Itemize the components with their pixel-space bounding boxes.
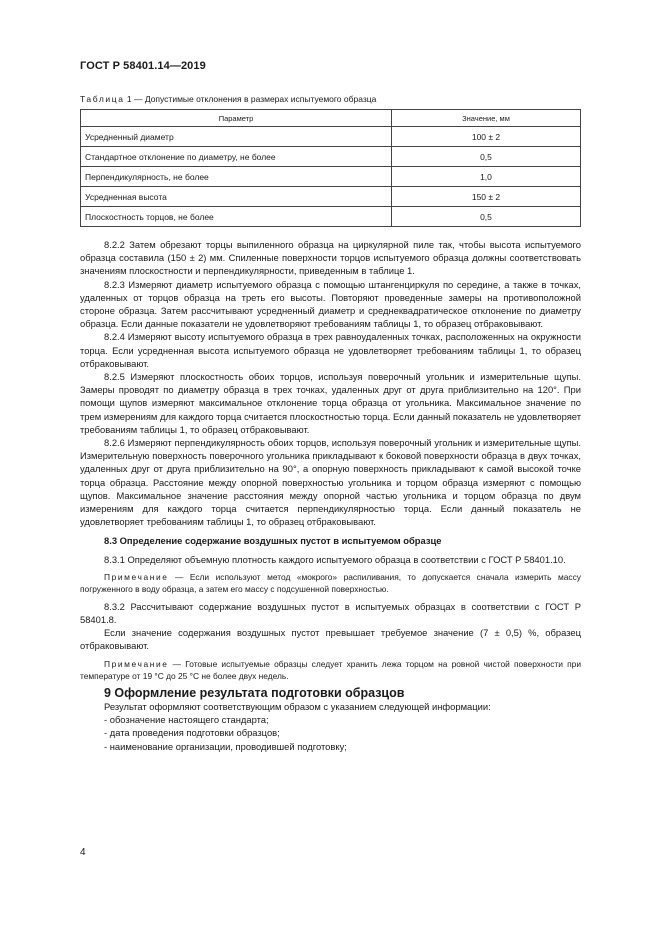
standard-number-header: ГОСТ Р 58401.14—2019 <box>80 60 206 72</box>
table-header-value: Значение, мм <box>392 110 581 127</box>
table-row <box>81 127 581 147</box>
page-number: 4 <box>80 847 86 858</box>
paragraph-8-2-2: 8.2.2 Затем обрезают торцы выпиленного образца на циркулярной пиле так, чтобы высота испытуемого образца составила (150 ± 2) мм. Спиленные поверхности торцов испытуемого образца должны соответствовать значениям плоскостности и перпендикулярности, приведенным в таблице 1. <box>80 239 581 277</box>
section-heading-9: 9 Оформление результата подготовки образцов <box>104 685 405 700</box>
table-cell-parameter: Усредненный диаметр <box>81 127 392 147</box>
note-text: — Готовые испытуемые образцы следует хранить лежа торцом на ровной чистой поверхности при температуре от 19 °С до 25 °С не более двух недель. <box>80 658 581 681</box>
table-cell-value: 0,5 <box>392 207 581 227</box>
list-item: - дата проведения подготовки образцов; <box>104 727 280 739</box>
paragraph-8-3-2-reject: Если значение содержания воздушных пустот превышает требуемое значение (7 ± 0,5) %, образец отбраковывают. <box>80 627 581 652</box>
paragraph-8-3-2: 8.3.2 Рассчитывают содержание воздушных пустот в испытуемых образцах в соответствии с ГОСТ Р 58401.8. <box>80 600 581 626</box>
note-1 <box>80 571 581 595</box>
table-header-parameter: Параметр <box>81 110 392 127</box>
note-label: Примечание <box>104 571 169 582</box>
table-cell-parameter: Усредненная высота <box>81 187 392 207</box>
note-label: Примечание <box>104 658 169 669</box>
table-cell-parameter: Перпендикулярность, не более <box>81 167 392 187</box>
list-item: - обозначение настоящего стандарта; <box>104 714 269 726</box>
table-cell-value: 1,0 <box>392 167 581 187</box>
table-cell-value: 0,5 <box>392 147 581 167</box>
table-row <box>81 167 581 187</box>
table-cell-value: 100 ± 2 <box>392 127 581 147</box>
table-row <box>81 147 581 167</box>
table-header-row <box>81 110 581 127</box>
table-row <box>81 207 581 227</box>
paragraph-8-2-3: 8.2.3 Измеряют диаметр испытуемого образца с помощью штангенциркуля по середине, а также в точках, удаленных от торцов образца на треть его высоты. Повторяют проведенные замеры на противоположной стороне образца. Затем рассчитывают усредненный диаметр и среднеквадратическое отклонение по диаметру образца. Если данные показатели не удовлетворяют требованиям таблицы 1, то образец отбраковывают. <box>80 278 581 330</box>
table-cell-parameter: Стандартное отклонение по диаметру, не более <box>81 147 392 167</box>
table-caption-text: 1 — Допустимые отклонения в размерах испытуемого образца <box>124 94 377 104</box>
table-cell-parameter: Плоскостность торцов, не более <box>81 207 392 227</box>
subsection-heading-8-3: 8.3 Определение содержание воздушных пустот в испытуемом образце <box>104 535 442 547</box>
note-text: — Если используют метод «мокрого» распиливания, то допускается сначала измерить массу погруженного в воду образца, а затем его массу с подсушенной поверхностью. <box>80 571 581 594</box>
note-2 <box>80 658 581 682</box>
list-item: - наименование организации, проводившей подготовку; <box>104 740 347 752</box>
table-caption-label: Таблица <box>80 94 125 104</box>
table-row <box>81 187 581 207</box>
paragraph-9: Результат оформляют соответствующим образом с указанием следующей информации: <box>104 700 491 712</box>
tolerance-table <box>80 109 581 227</box>
table-caption <box>80 94 376 104</box>
paragraph-8-2-6: 8.2.6 Измеряют перпендикулярность обоих торцов, используя поверочный угольник и измерительные щупы. Измерительную поверхность поверочного угольника прикладывают к боковой поверхности образца в двух точках, удаленных друг от друга приблизительно на 90°, а опорную поверхность прикладывают к самой высокой точке торца образца. Расстояние между опорной поверхностью угольника и торцом образца измеряют с помощью щупов. Максимальное значение расстояния между опорной частью угольника и торцом образца по двум измерениям для каждого торца считается перпендикулярностью торца. Если данный показатель не удовлетворяет требованиям таблицы 1, то образец отбраковывают. <box>80 437 581 528</box>
paragraph-8-2-5: 8.2.5 Измеряют плоскостность обоих торцов, используя поверочный угольник и измерительные щупы. Замеры проводят по диаметру образца в трех точках, удаленных друг от друга приблизительно на 120°. При помощи щупов измеряют максимальное отклонение торца образца от угольника. Максимальное значение по трем измерениям для каждого торца считается плоскостностью торца. Если данный показатель не удовлетворяет требованиям таблицы 1, то образец отбраковывают. <box>80 371 581 435</box>
table-cell-value: 150 ± 2 <box>392 187 581 207</box>
paragraph-8-2-4: 8.2.4 Измеряют высоту испытуемого образца в трех равноудаленных точках, расположенных на окружности торца. Если усредненная высота испытуемого образца не удовлетворяет требованиям таблицы 1, то образец отбраковывают. <box>80 331 581 369</box>
body-text <box>80 238 581 753</box>
paragraph-8-3-1: 8.3.1 Определяют объемную плотность каждого испытуемого образца в соответствии с ГОСТ Р 58401.10. <box>104 553 566 565</box>
